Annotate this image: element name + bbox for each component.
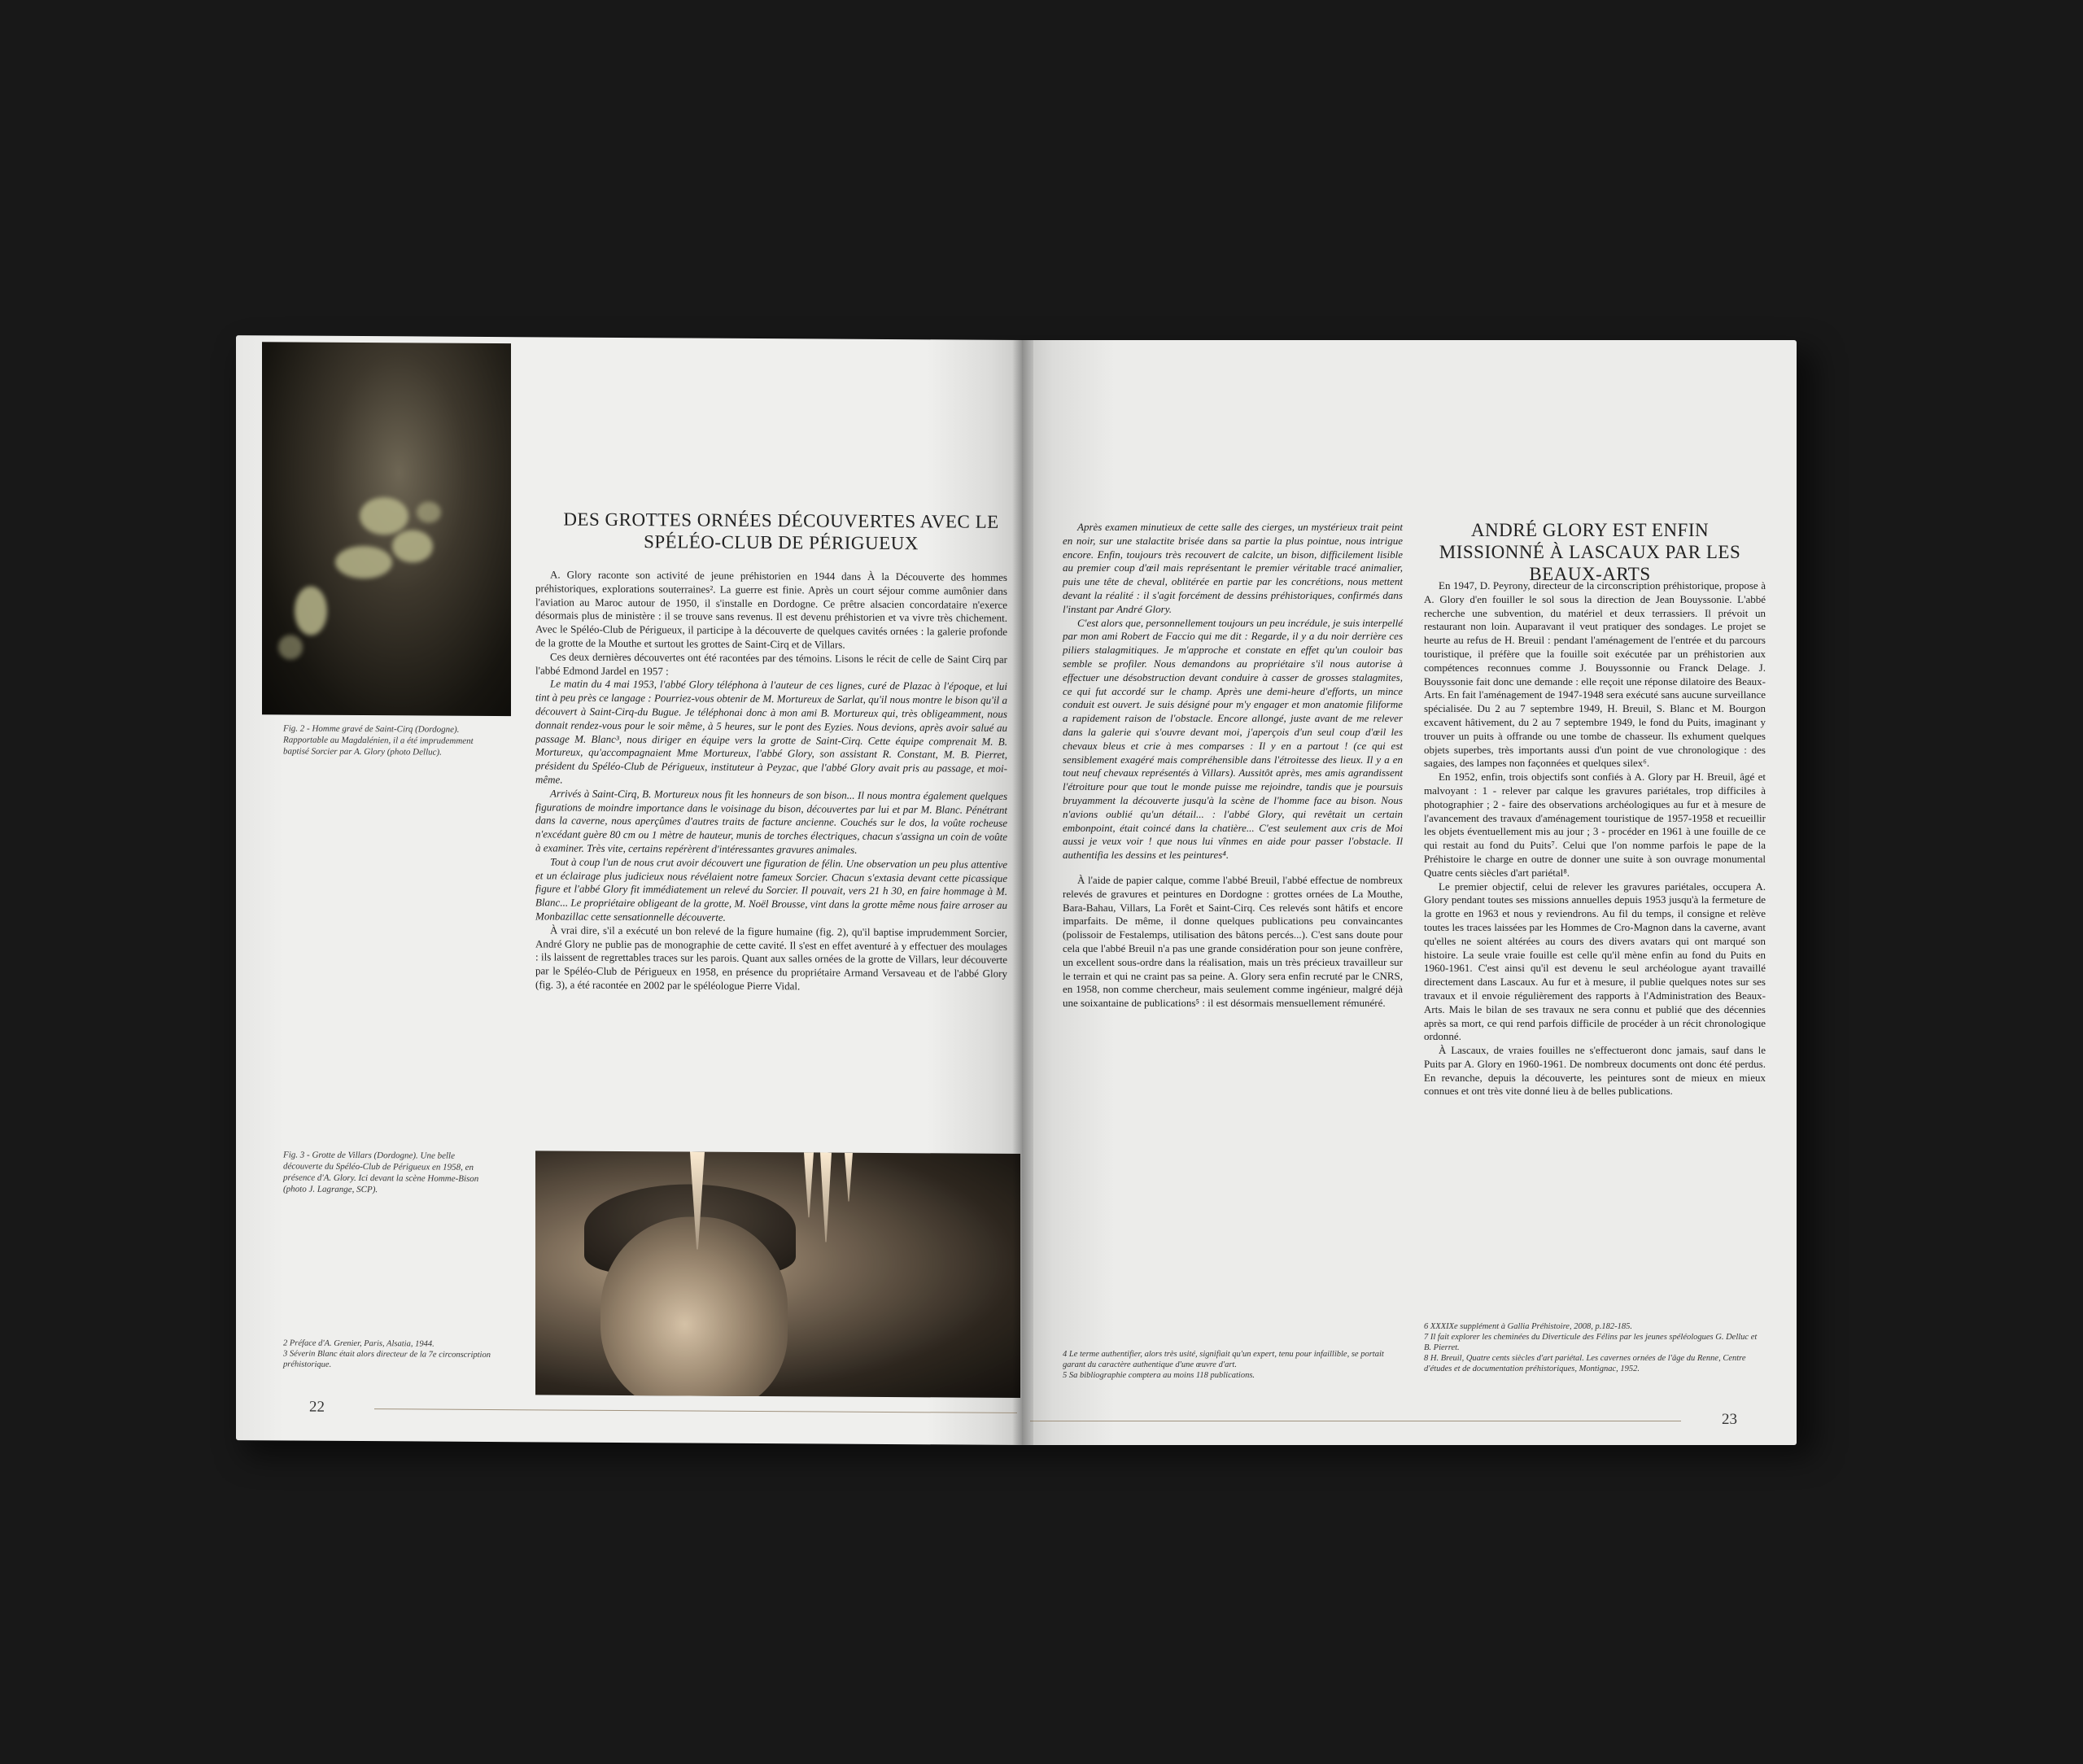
paragraph: Ces deux dernières découvertes ont été racontées par des témoins. Lisons le récit de celle de Saint Cirq par l'abbé Edmond Jardel en 1957 : [535,650,1007,677]
footnote: 6 XXXIXe supplément à Gallia Préhistoire, 2008, p.182-185. [1424,1322,1632,1331]
paragraph: À Lascaux, de vraies fouilles ne s'effectueront donc jamais, sauf dans le Puits par A. Glory en 1960-1961. De nombreux documents ont donc été perdus. En revanche, depuis la découverte, les peintures sont de mieux en mieux connues et ont très vite donné lieu à de belles publications. [1424,1044,1766,1098]
page-number: 22 [309,1398,325,1416]
footnotes-right-col1 [1063,1349,1404,1381]
footnote: 5 Sa bibliographie comptera au moins 118 publications. [1063,1371,1255,1380]
footnote: 4 Le terme authentifier, alors très usité, signifiait qu'un expert, tenu pour infaillible, se portait garant du caractère authentique d'une œuvre d'art. [1063,1350,1384,1369]
quote-paragraph: Arrivés à Saint-Cirq, B. Mortureux nous fit les honneurs de son bison... Il nous montra également quelques figurations de moindre importance dans le voisinage du bison, découvertes par lui et par M. Blanc. Pénétrant dans la caverne, nous aperçûmes d'autres traits de facture ancienne. Couchés sur le dos, la voûte rocheuse n'excédant guère 80 cm ou 1 mètre de hauteur, munis de torches électriques, chacun s'assigna un coin de voûte à examiner. Très vite, certains repérèrent d'intéressantes gravures animales. [535,787,1007,856]
footnotes-left [283,1338,503,1371]
footnote: 2 Préface d'A. Grenier, Paris, Alsatia, 1944. [283,1338,435,1349]
sorcier-engraving-photo [262,342,511,716]
right-col1 [1063,521,1403,1011]
paragraph: En 1947, D. Peyrony, directeur de la circonscription préhistorique, propose à A. Glory d'en fouiller le sol sous la direction de Jean Bouyssonie. L'abbé recherche une subvention, du matériel et deux terrassiers. Il prévoit un restaurant non loin. Auparavant il veut pratiquer des sondages. Le projet se heurte au refus de H. Breuil : pendant l'aménagement de l'entrée et du parcours touristique, il préfère que la fouille soit exécutée par un préhistorien aux compétences reconnues comme J. Bouyssonnie ou Franck Delage. J. Bouyssonie fait donc une demande : elle reçoit une réponse dilatoire des Beaux-Arts. En fait l'aménagement de 1947-1948 sera exécuté sans aucune surveillance spécialisée. Du 2 au 7 septembre 1949, H. Breuil, S. Blanc et M. Bourgon excavent hâtivement, du 2 au 7 septembre 1949, le fond du Puits, imaginant y trouver un puits à offrande ou une tombe de chasseur. Ils exhument quelques objets superbes, très importants aussi d'un point de vue chronologique : des sagaies, des lampes non façonnées et quelques silex⁶. [1424,579,1766,770]
quote-paragraph: Après examen minutieux de cette salle des cierges, un mystérieux trait peint en noir, sur une stalactite brisée dans sa partie la plus pointue, nous intrigue encore. Enfin, toujours très recouvert de calcite, un bison, difficilement lisible au premier coup d'œil mais représentant le premier véritable tracé animalier, puis une tête de cheval, oblitérée en partie par les concrétions, nous mettent devant la réalité : il s'agit forcément de dessins préhistoriques, confirmés dans l'instant par André Glory. [1063,521,1403,615]
section-title: DES GROTTES ORNÉES DÉCOUVERTES AVEC LE SPÉLÉO-CLUB DE PÉRIGUEUX [563,509,999,554]
left-body [535,568,1007,994]
villars-cave-photo [535,1151,1020,1398]
quote-paragraph: C'est alors que, personnellement toujours un peu incrédule, je suis interpellé par mon ami Robert de Faccio qui me dit : Regarde, il y a du noir derrière ces piliers stalagmitiques. Je m'approche et constate en effet qu'un couloir bas semble se profiler. Nous demandons au propriétaire s'il nous autorise à effectuer une désobstruction devant conduire à casser de grosses stalagmites, ce qui fut accordé sur le champ. Après une demi-heure d'efforts, un mince conduit est ouvert. Je suis désigné pour m'y engager et mon anatomie filiforme a rapidement raison de l'obstacle. Encore allongé, juste avant de me relever dans la galerie qui s'ouvre devant moi, j'aperçois d'un seul coup d'œil les chevaux bleus et crie à mes comparses : Il y en a partout ! (ce qui est sensiblement exagéré mais compréhensible dans l'étroitesse des lieux. Il y a en tout neuf chevaux représentés à Villars). Aussitôt après, mes amis agrandissent l'étroiture pour que tout le monde puisse me rejoindre, tandis que je poursuis bruyamment la découverte jusqu'à la scène de l'homme face au bison. Nous n'avions oublié qu'un détail... : l'abbé Glory, qui revêtait un certain embonpoint, était coincé dans la chatière... C'est seulement aux cris de Moi aussi je veux voir ! que nous lui vînmes en aide pour passer l'obstacle. Il authentifia les dessins et les peintures⁴. [1063,616,1403,862]
left-page [236,335,1022,1445]
paragraph: A. Glory raconte son activité de jeune préhistorien en 1944 dans À la Découverte des hommes préhistoriques, explorations souterraines². La guerre est finie. Après un court séjour comme aumônier dans l'aviation au Maroc autour de 1950, il s'installe en Dordogne. Ce prêtre alsacien concordataire n'exerce désormais plus de ministère : il se trouve sans revenus. Il est devenu préhistorien et va vivre très chichement. Avec le Spéléo-Club de Périgueux, il participe à la découverte de quelques cavités ornées : la galerie profonde de la grotte de la Mouthe et surtout les grottes de Saint-Cirq et de Villars. [535,568,1007,651]
paragraph: À vrai dire, s'il a exécuté un bon relevé de la figure humaine (fig. 2), qu'il baptise imprudemment Sorcier, André Glory ne publie pas de monographie de cette cavité. Il s'est en effet aventuré à y effectuer des moulages : ils laissent de regrettables traces sur les parois. Quant aux salles ornées de la grotte de Villars, leur découverte par le Spéléo-Club de Périgueux en 1958, en présence du propriétaire Armand Versaveau et de l'abbé Glory (fig. 3), a été racontée en 2002 par le spéléologue Pierre Vidal. [535,923,1007,993]
quote-paragraph: Le matin du 4 mai 1953, l'abbé Glory téléphona à l'auteur de ces lignes, curé de Plazac à l'époque, et lui tint à peu près ce langage : Pourriez-vous obtenir de M. Mortureux de Sarlat, qu'il nous montre le bison qu'il a découvert à Saint-Cirq-du Bugue. Je téléphonai donc à mon ami B. Mortureux qui, très obligeamment, nous donnait rendez-vous pour le soir même, à 5 heures, sur le pont des Eyzies. Nous devions, après avoir salué au passage M. Blanc³, nous diriger en équipe vers la grotte de Saint-Cirq. Cette équipe comprenait M. B. Mortureux, qu'accompagnaient Mme Mortureux, l'abbé Glory, son assistant R. Constant, M. B. Pierret, président du Spéléo-Club de Périgueux, instituteur à Peyzac, que l'abbé Glory avait pris au passage, et moi-même. [535,677,1007,786]
page-number: 23 [1722,1411,1737,1428]
footnote: 3 Séverin Blanc était alors directeur de la 7e circonscription préhistorique. [283,1349,491,1369]
book-gutter [1012,340,1033,1445]
paragraph: En 1952, enfin, trois objectifs sont confiés à A. Glory par H. Breuil, âgé et malvoyant : 1 - relever par calque les gravures pariétales, trop difficiles à photographier ; 2 - faire des observations archéologiques au fur et à mesure de l'avancement des travaux d'aménagement touristique de 1957-1958 et recueillir les objets éventuellement mis au jour ; 3 - procéder en 1961 à une fouille de ce qui restait au fond du Puits⁷. Celui que l'on nomme parfois le pape de la Préhistoire le charge en outre de donner une suite à son ouvrage monumental Quatre cents siècles d'art pariétal⁸. [1424,771,1766,879]
right-col2 [1424,579,1766,1098]
footer-rule [374,1408,1017,1413]
fig2-caption: Fig. 2 - Homme gravé de Saint-Cirq (Dordogne). Rapportable au Magdalénien, il a été imprudemment baptisé Sorcier par A. Glory (photo Delluc). [283,723,474,758]
fig3-caption: Fig. 3 - Grotte de Villars (Dordogne). Une belle découverte du Spéléo-Club de Périgueux en 1958, en présence d'A. Glory. Ici devant la scène Homme-Bison (photo J. Lagrange, SCP). [283,1150,479,1195]
footnotes-right-col2 [1424,1321,1766,1374]
paragraph: Le premier objectif, celui de relever les gravures pariétales, occupera A. Glory pendant toutes ses missions annuelles depuis 1953 jusqu'à la fermeture de la grotte en 1963 et nous y reviendrons. Au fil du temps, il consigne et relève toutes les traces laissées par les Hommes de Cro-Magnon dans la caverne, avant qu'elles ne soient altérées au cours des divers avatars qui ont marqué son histoire. La seule vraie fouille est celle qu'il mène enfin au fond du Puits en 1960-1961. C'est ainsi qu'il est devenu le seul archéologue ayant travaillé directement dans Lascaux. Au fur et à mesure, il publie quelques notes sur ses travaux et il envoie régulièrement des rapports à l'Administration des Beaux-Arts. Mais le bilan de ses travaux ne sera connu et publié que des décennies après sa mort, ce qui rend parfois difficile de procéder à un récit chronologique ordonné. [1424,880,1766,1043]
right-page [1022,340,1797,1445]
paragraph: À l'aide de papier calque, comme l'abbé Breuil, l'abbé effectue de nombreux relevés de gravures et peintures en Dordogne : grottes ornées de La Mouthe, Bara-Bahau, Villars, La Forêt et Saint-Cirq. Ces relevés sont hâtifs et encore imparfaits. De même, il donne quelques publications peu convaincantes (polissoir de Festalemps, utilisation des bâtons percés...). C'est sans doute pour cela que l'abbé Breuil n'a pas une grande considération pour son jeune confrère, un excellent sous-ordre dans la réalisation, mais un très précieux travailleur sur le terrain et qui ne craint pas sa peine. A. Glory sera enfin recruté par le CNRS, en 1958, non comme chercheur, mais seulement comme ingénieur, malgré déjà une soixantaine de publications⁵ : il est désormais mensuellement rémunéré. [1063,873,1403,1010]
footnote: 8 H. Breuil, Quatre cents siècles d'art pariétal. Les cavernes ornées de l'âge du Renne, Centre d'études et de documentation préhistoriques, Montignac, 1952. [1424,1354,1746,1373]
section-title: ANDRÉ GLORY EST ENFIN MISSIONNÉ À LASCAUX PAR LES BEAUX-ARTS [1439,520,1741,584]
quote-paragraph: Tout à coup l'un de nous crut avoir découvert une figuration de félin. Une observation un peu plus attentive et un éclairage plus judicieux nous révélaient notre fameux Sorcier. Chacun s'extasia devant cette picassique figure et l'abbé Glory fit immédiatement un relevé du Sorcier. Il pouvait, vers 21 h 30, en faire hommage à M. Blanc... Le propriétaire obligeant de la grotte, M. Noël Brousse, vint dans la grotte même nous faire arroser au Monbazillac cette sensationnelle découverte. [535,855,1007,923]
footnote: 7 Il fait explorer les cheminées du Diverticule des Félins par les jeunes spéléologues G. Delluc et B. Pierret. [1424,1333,1758,1352]
